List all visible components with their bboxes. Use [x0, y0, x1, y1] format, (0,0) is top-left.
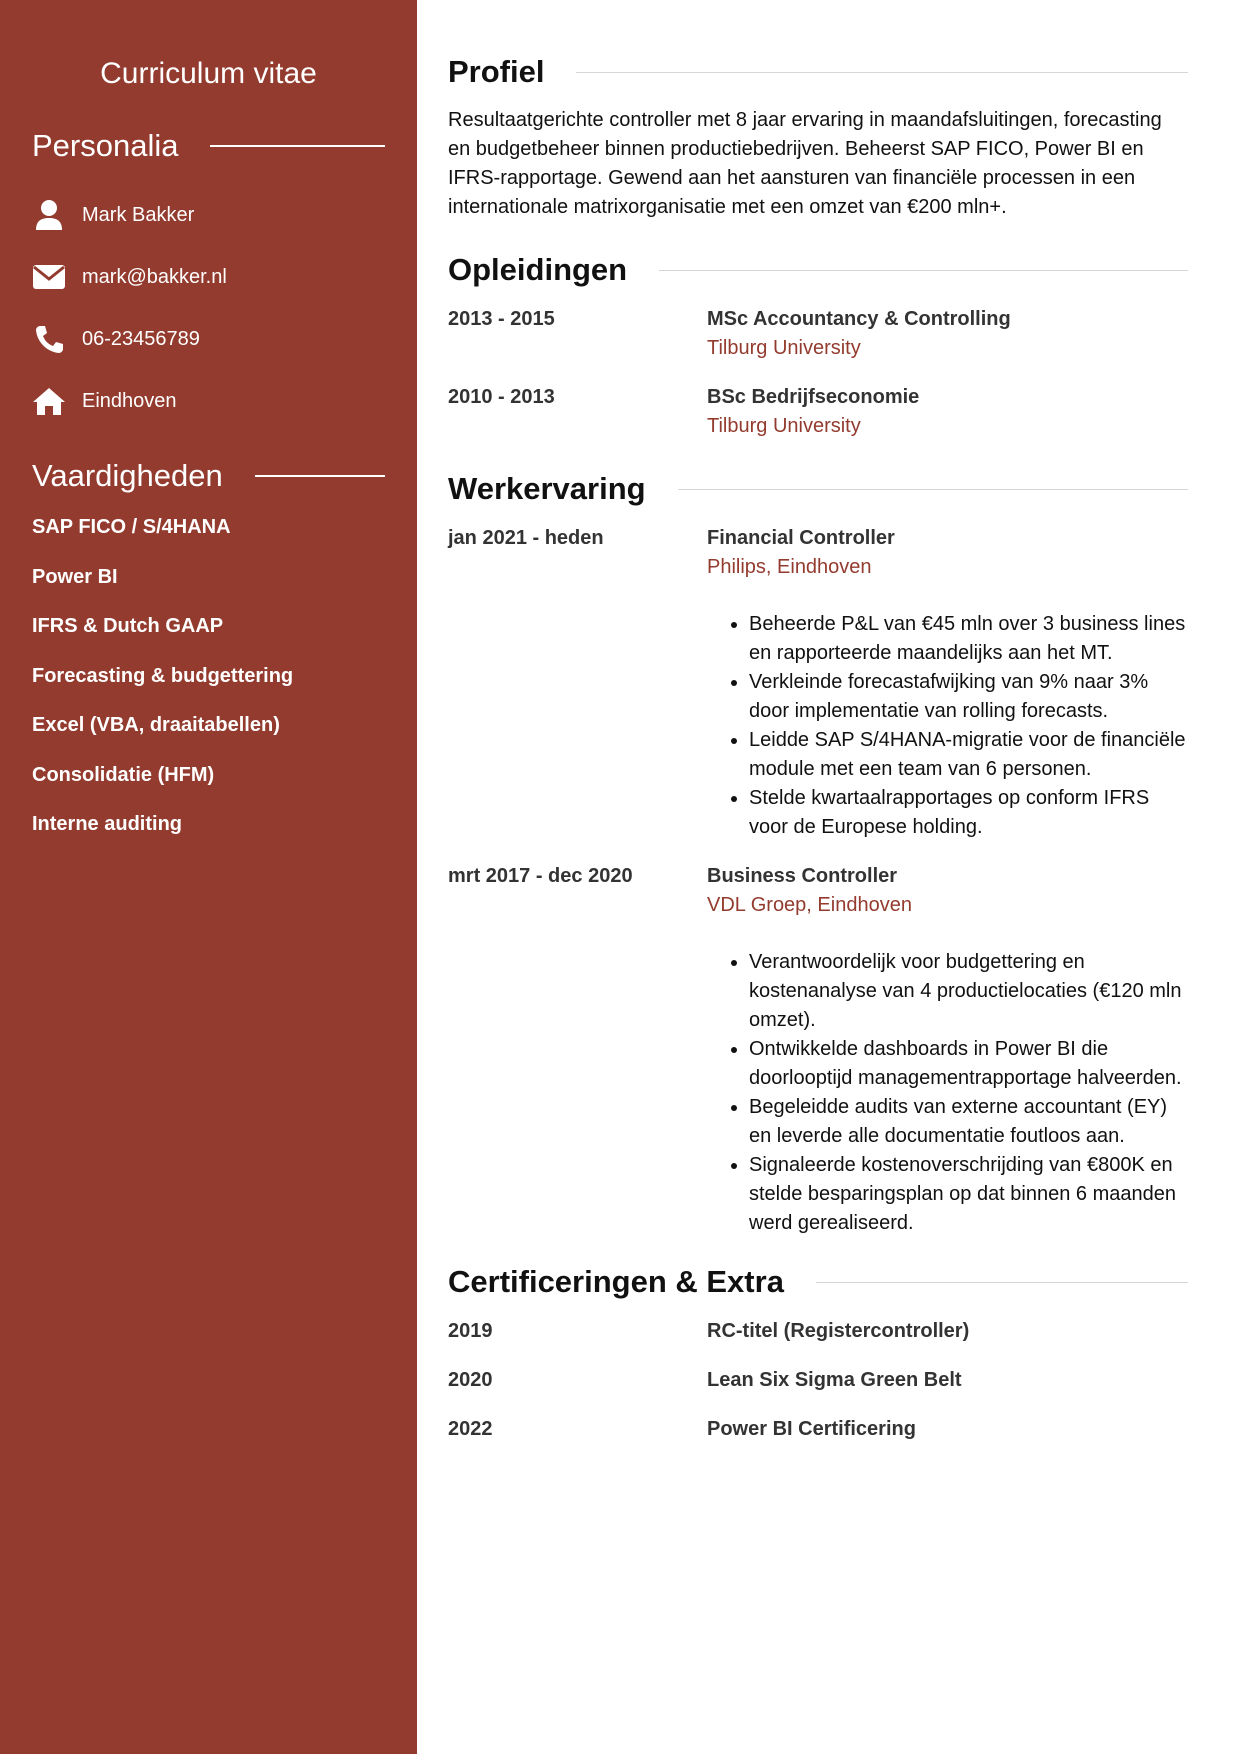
skill-item: Interne auditing: [32, 813, 182, 835]
entry-date: mrt 2017 - dec 2020: [448, 865, 633, 887]
bullet-item: • Verantwoordelijk voor budgettering en kostenanalyse van 4 productielocaties (€120 mln omzet).: [749, 948, 1188, 1035]
user-icon: [32, 198, 66, 232]
entry-date: 2013 - 2015: [448, 308, 555, 330]
skills-title: Vaardigheden: [32, 458, 223, 493]
entry-body: [707, 383, 1188, 441]
entry-degree: MSc Accountancy & Controlling: [707, 308, 1011, 330]
certification-entry: [448, 1366, 1188, 1395]
certification-entry: [448, 1415, 1188, 1444]
heading-divider: [678, 489, 1188, 490]
profile-section: [448, 50, 1188, 222]
entry-role: Business Controller: [707, 865, 898, 887]
work-section: [448, 467, 1188, 1238]
entry-degree: BSc Bedrijfseconomie: [707, 386, 920, 408]
bullet-item: • Signaleerde kostenoverschrijding van €800K en stelde besparingsplan op dat binnen 6 maanden werd gerealiseerd.: [749, 1151, 1188, 1238]
skill-item: Power BI: [32, 565, 118, 588]
education-entry: [448, 305, 1188, 363]
education-section: [448, 248, 1188, 441]
certifications-section: [448, 1260, 1188, 1444]
certifications-heading: [448, 1260, 1188, 1304]
entry-date: jan 2021 - heden: [448, 527, 604, 549]
skill-item: Excel (VBA, draaitabellen): [32, 714, 280, 736]
bullet-item: • Verkleinde forecastafwijking van 9% naar 3% door implementatie van rolling forecasts.: [749, 668, 1188, 726]
certification-name: Lean Six Sigma Green Belt: [707, 1369, 962, 1391]
profile-text: Resultaatgerichte controller met 8 jaar ervaring in maandafsluitingen, forecasting en budgetbeheer binnen productiebedrijven. Beheerst SAP FICO, Power BI en IFRS-rapportage. Gewend aan het aansturen van financiële processen in een internationale matrixorganisatie met een omzet van €200 mln+.: [448, 109, 1162, 218]
sidebar: [0, 0, 417, 1754]
contact-email-text[interactable]: mark@bakker.nl: [82, 265, 227, 288]
certification-name: RC-titel (Registercontroller): [707, 1320, 970, 1342]
entry-company: Philips, Eindhoven: [707, 556, 872, 578]
home-icon: [32, 384, 66, 418]
contact-name: [32, 184, 385, 246]
certification-entry: [448, 1317, 1188, 1346]
entry-role: Financial Controller: [707, 527, 895, 549]
skill-item: Forecasting & budgettering: [32, 664, 294, 687]
contact-name-text: Mark Bakker: [82, 203, 195, 226]
phone-icon: [32, 322, 66, 356]
work-heading: [448, 467, 1188, 511]
bullet-item: • Ontwikkelde dashboards in Power BI die doorlooptijd managementrapportage halveerden.: [749, 1035, 1188, 1093]
section-title: Opleidingen: [448, 252, 628, 287]
entry-bullets: [707, 610, 1188, 842]
certification-name: Power BI Certificering: [707, 1418, 916, 1440]
envelope-icon: [32, 260, 66, 294]
work-entry: [448, 524, 1188, 842]
contact-list: [32, 184, 385, 432]
education-entry: [448, 383, 1188, 441]
contact-location-text: Eindhoven: [82, 389, 177, 412]
entry-school: Tilburg University: [707, 415, 861, 437]
heading-divider: [210, 145, 385, 147]
entry-body: [707, 305, 1188, 363]
section-title: Certificeringen & Extra: [448, 1264, 784, 1299]
bullet-item: • Stelde kwartaalrapportages op conform IFRS voor de Europese holding.: [749, 784, 1188, 842]
skills-heading: [32, 456, 385, 496]
skill-item: IFRS & Dutch GAAP: [32, 615, 224, 637]
heading-divider: [816, 1282, 1188, 1283]
bullet-item: • Beheerde P&L van €45 mln over 3 business lines en rapporteerde maandelijks aan het MT.: [749, 610, 1188, 668]
contact-phone: [32, 308, 385, 370]
bullet-item: • Begeleidde audits van externe accountant (EY) en leverde alle documentatie foutloos aan.: [749, 1093, 1188, 1151]
entry-body: [707, 862, 1188, 1238]
entry-company: VDL Groep, Eindhoven: [707, 894, 912, 916]
personalia-heading: [32, 126, 385, 166]
cv-title: Curriculum vitae: [100, 57, 317, 90]
contact-email: [32, 246, 385, 308]
skill-item: SAP FICO / S/4HANA: [32, 516, 231, 538]
heading-divider: [576, 72, 1188, 73]
profile-heading: [448, 50, 1188, 94]
contact-location: [32, 370, 385, 432]
entry-body: [707, 524, 1188, 842]
personalia-title: Personalia: [32, 128, 179, 163]
section-title: Werkervaring: [448, 471, 646, 506]
skill-item: Consolidatie (HFM): [32, 763, 215, 786]
contact-phone-text: 06-23456789: [82, 327, 200, 350]
main-content: [417, 0, 1241, 1754]
entry-bullets: [707, 948, 1188, 1238]
certification-year: 2019: [448, 1320, 493, 1342]
entry-date: 2010 - 2013: [448, 386, 555, 408]
certification-year: 2020: [448, 1369, 493, 1391]
education-heading: [448, 248, 1188, 292]
bullet-item: • Leidde SAP S/4HANA-migratie voor de financiële module met een team van 6 personen.: [749, 726, 1188, 784]
certification-year: 2022: [448, 1418, 493, 1440]
section-title: Profiel: [448, 54, 545, 89]
work-entry: [448, 862, 1188, 1238]
entry-school: Tilburg University: [707, 337, 861, 359]
heading-divider: [255, 475, 385, 477]
skills-list: [32, 514, 385, 861]
heading-divider: [659, 270, 1188, 271]
